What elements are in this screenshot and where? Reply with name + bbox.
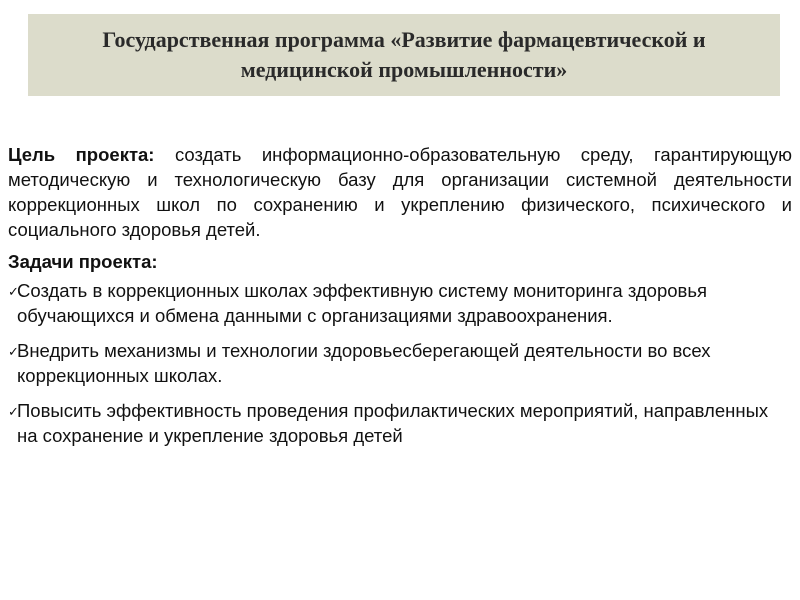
title-banner xyxy=(28,14,780,96)
slide-body xyxy=(8,142,792,458)
check-icon: ✓ xyxy=(8,344,19,359)
task-text: Внедрить механизмы и технологии здоровьесберегающей деятельности во всех коррекционных школах. xyxy=(17,340,711,386)
list-item xyxy=(0,398,792,448)
check-icon: ✓ xyxy=(8,404,19,419)
task-list xyxy=(8,278,792,448)
task-text: Создать в коррекционных школах эффективную систему мониторинга здоровья обучающихся и обмена данными с организациями здравоохранения. xyxy=(17,280,708,326)
goal-label: Цель проекта: xyxy=(8,144,155,165)
check-icon: ✓ xyxy=(8,284,19,299)
goal-text: создать информационно-образовательную среду, гарантирующую методическую и технологическую базу для организации системной деятельности коррекционных школ по сохранению и укреплению физического, психического и социального здоровья детей. xyxy=(8,144,793,240)
list-item xyxy=(0,338,792,388)
tasks-heading: Задачи проекта: xyxy=(8,251,158,272)
task-text: Повысить эффективность проведения профилактических мероприятий, направленных на сохранение и укрепление здоровья детей xyxy=(17,400,769,446)
list-item xyxy=(0,278,792,328)
page-title: Государственная программа «Развитие фармацевтической и медицинской промышленности» xyxy=(102,27,706,82)
goal-paragraph xyxy=(8,142,792,242)
